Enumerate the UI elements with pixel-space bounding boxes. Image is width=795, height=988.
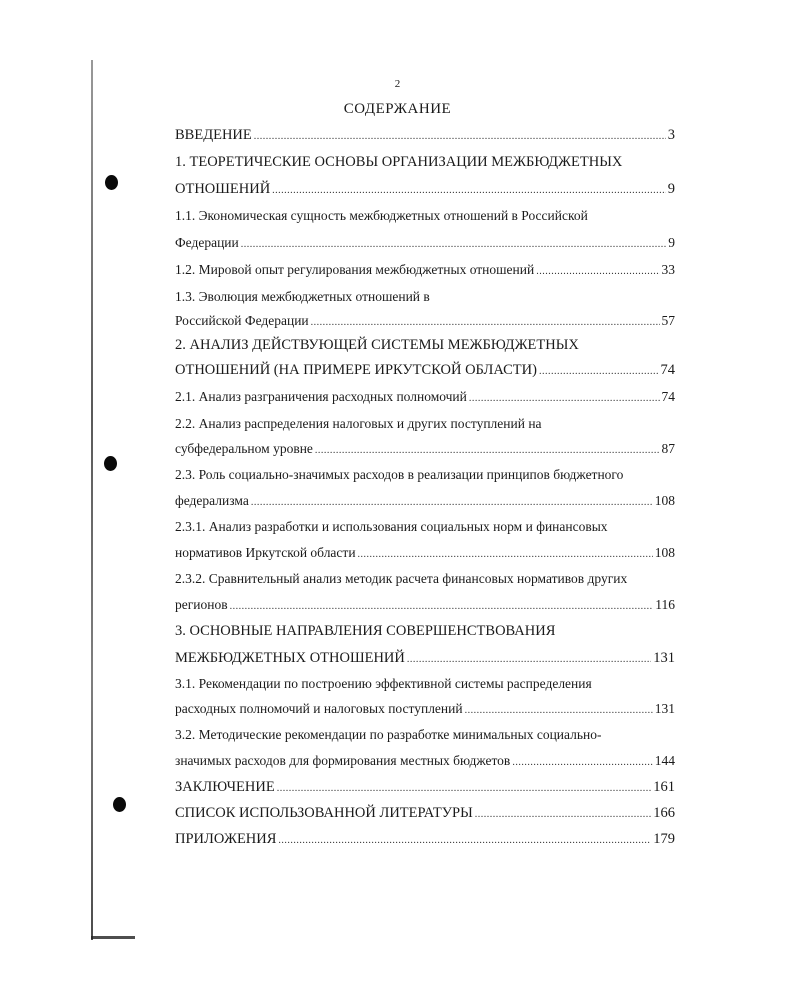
- toc-dot-leader: [512, 754, 652, 772]
- toc-page-number: 74: [661, 389, 675, 404]
- toc-entry: [175, 388, 675, 408]
- toc-entry-text: субфедеральном уровне: [175, 441, 313, 456]
- toc-dot-leader: [358, 546, 653, 564]
- toc-entry-text: 2.3.2. Сравнительный анализ методик расчета финансовых нормативов других: [175, 571, 628, 586]
- toc-entry: [175, 415, 640, 433]
- toc-dot-leader: [241, 236, 666, 254]
- toc-entry-text: значимых расходов для формирования местных бюджетов: [175, 753, 511, 768]
- toc-dot-leader: [315, 442, 660, 460]
- toc-dot-leader: [469, 390, 660, 408]
- toc-entry: [175, 126, 675, 146]
- toc-entry-text: 3.2. Методические рекомендации по разработке минимальных социально-: [175, 727, 602, 742]
- toc-entry: [175, 492, 675, 512]
- toc-entry: [175, 778, 675, 798]
- toc-page-number: 57: [661, 313, 675, 328]
- toc-entry: [175, 804, 675, 824]
- toc-entry-text: 1.3. Эволюция межбюджетных отношений в: [175, 289, 430, 304]
- toc-page-number: 131: [654, 701, 675, 716]
- toc-dot-leader: [230, 598, 654, 616]
- toc-entry: [175, 466, 640, 484]
- toc-dot-leader: [407, 651, 651, 669]
- toc-page-number: 131: [653, 650, 675, 666]
- toc-entry: [175, 261, 675, 281]
- toc-entry-text: 2.3. Роль социально-значимых расходов в реализации принципов бюджетного: [175, 467, 624, 482]
- toc-dot-leader: [278, 832, 651, 850]
- toc-page-number: 144: [654, 753, 675, 768]
- toc-title: СОДЕРЖАНИЕ: [343, 101, 452, 117]
- toc-entry-text: СПИСОК ИСПОЛЬЗОВАННОЙ ЛИТЕРАТУРЫ: [175, 805, 473, 821]
- toc-entry: [175, 312, 675, 332]
- toc-entry-text: 2.3.1. Анализ разработки и использования социальных норм и финансовых: [175, 519, 608, 534]
- toc-entry: [175, 361, 675, 381]
- toc-page-number: 108: [654, 493, 675, 508]
- toc-entry: [175, 207, 640, 225]
- toc-entry-text: Российской Федерации: [175, 313, 309, 328]
- toc-entry: [175, 544, 675, 564]
- toc-page-number: 161: [653, 779, 675, 795]
- toc-dot-leader: [251, 494, 653, 512]
- toc-entry-text: 2.2. Анализ распределения налоговых и других поступлений на: [175, 416, 542, 431]
- toc-dot-leader: [475, 806, 651, 824]
- toc-entry-text: 2.1. Анализ разграничения расходных полномочий: [175, 389, 467, 404]
- toc-entry-text: ЗАКЛЮЧЕНИЕ: [175, 779, 275, 795]
- toc-entry: [175, 288, 640, 306]
- toc-entry: [175, 180, 675, 200]
- toc-page-number: 9: [668, 235, 675, 250]
- toc-entry: [175, 440, 675, 460]
- toc-entry-text: ОТНОШЕНИЙ (НА ПРИМЕРЕ ИРКУТСКОЙ ОБЛАСТИ): [175, 362, 537, 378]
- toc-page-number: 166: [653, 805, 675, 821]
- toc-entry: [175, 336, 640, 354]
- toc-entry-text: 1. ТЕОРЕТИЧЕСКИЕ ОСНОВЫ ОРГАНИЗАЦИИ МЕЖБЮДЖЕТНЫХ: [175, 154, 623, 170]
- toc-dot-leader: [465, 702, 653, 720]
- toc-entry: [175, 830, 675, 850]
- toc-entry-text: 3. ОСНОВНЫЕ НАПРАВЛЕНИЯ СОВЕРШЕНСТВОВАНИЯ: [175, 623, 556, 639]
- toc-page-number: 87: [661, 441, 675, 456]
- toc-entry-text: Федерации: [175, 235, 239, 250]
- toc-page-number: 74: [660, 362, 675, 378]
- toc-page-number: 3: [667, 127, 675, 143]
- toc-entry: [175, 234, 675, 254]
- toc-dot-leader: [277, 780, 652, 798]
- toc-dot-leader: [311, 314, 660, 332]
- toc-page-number: 9: [667, 181, 675, 197]
- toc-entry-text: регионов: [175, 597, 228, 612]
- toc-entry-text: 3.1. Рекомендации по построению эффективной системы распределения: [175, 676, 592, 691]
- toc-entry: [175, 752, 675, 772]
- toc-entry: [175, 700, 675, 720]
- toc-entry-text: ВВЕДЕНИЕ: [175, 127, 252, 143]
- toc-entry: [175, 570, 640, 588]
- toc-dot-leader: [539, 363, 659, 381]
- toc-entry-text: 1.2. Мировой опыт регулирования межбюджетных отношений: [175, 262, 535, 277]
- toc-entry: [175, 622, 640, 640]
- toc-entry-text: МЕЖБЮДЖЕТНЫХ ОТНОШЕНИЙ: [175, 650, 405, 666]
- toc-entry-text: 2. АНАЛИЗ ДЕЙСТВУЮЩЕЙ СИСТЕМЫ МЕЖБЮДЖЕТНЫХ: [175, 337, 579, 353]
- toc-entry-text: ОТНОШЕНИЙ: [175, 181, 271, 197]
- toc-page-number: 33: [661, 262, 675, 277]
- toc-entry-text: ПРИЛОЖЕНИЯ: [175, 831, 277, 847]
- toc-page-number: 179: [653, 831, 675, 847]
- toc-page-number: 108: [654, 545, 675, 560]
- toc-entry: [175, 675, 640, 693]
- toc-entry: [175, 518, 640, 536]
- toc-entry-text: федерализма: [175, 493, 249, 508]
- toc-page-number: 116: [655, 597, 675, 612]
- toc-entry: [175, 153, 640, 171]
- toc-dot-leader: [272, 182, 666, 200]
- page-number: 2: [394, 78, 401, 90]
- toc-entry-text: нормативов Иркутской области: [175, 545, 356, 560]
- toc-entry: [175, 596, 675, 616]
- toc-dot-leader: [254, 128, 666, 146]
- toc-dot-leader: [536, 263, 659, 281]
- toc-entry: [175, 649, 675, 669]
- toc-entry-text: 1.1. Экономическая сущность межбюджетных отношений в Российской: [175, 208, 588, 223]
- toc-entry: [175, 726, 640, 744]
- toc-entry-text: расходных полномочий и налоговых поступлений: [175, 701, 463, 716]
